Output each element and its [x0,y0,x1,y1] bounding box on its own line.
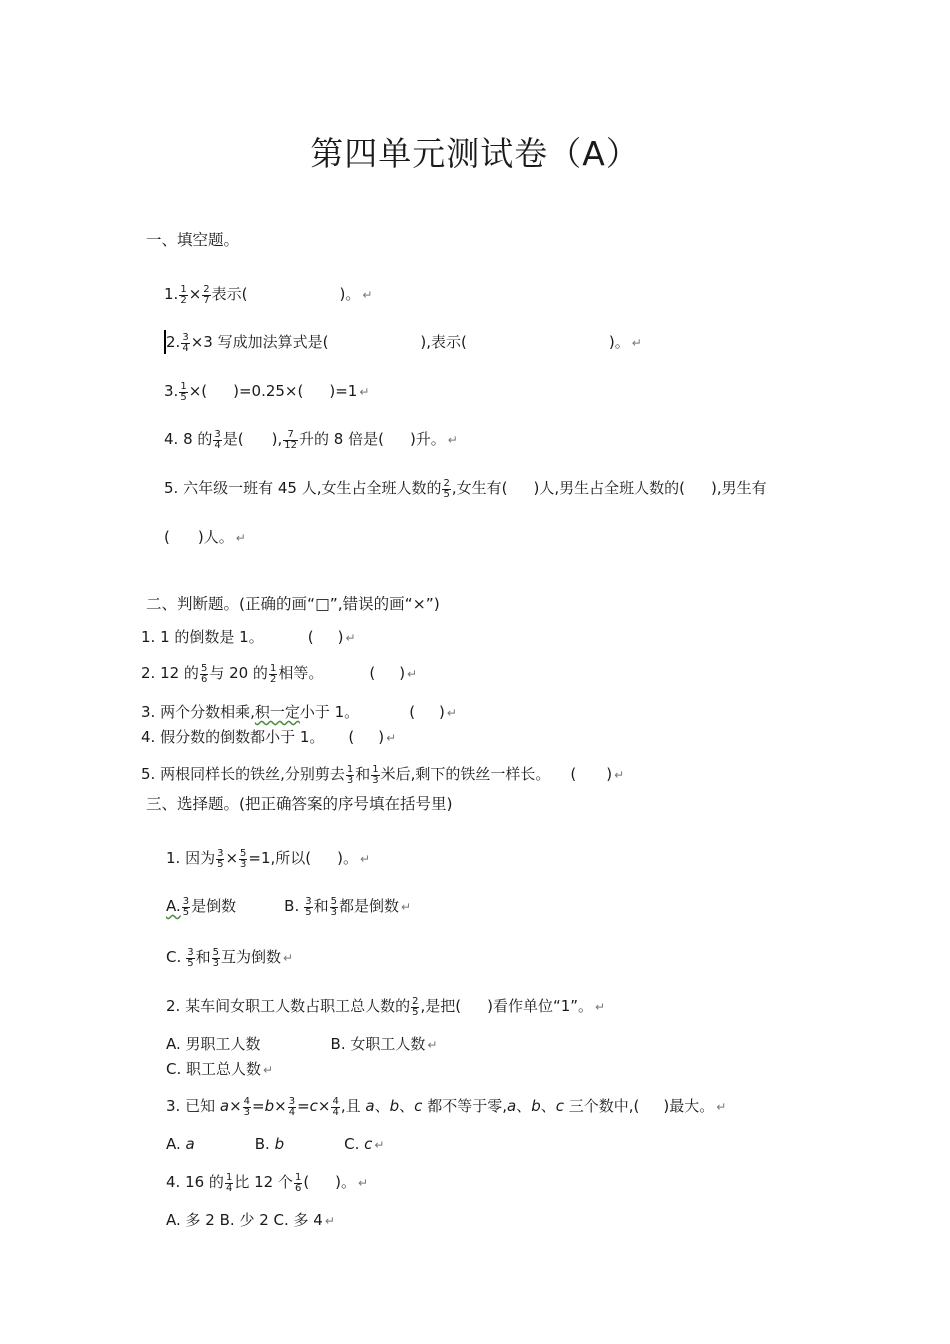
paragraph-mark-icon: ↵ [263,1063,274,1077]
fraction: $\frac{3}{4}$ [182,332,189,354]
section-heading-fill-blank: 一、填空题。 [146,231,240,249]
question-3-3-options: A. a B. b C. c ↵ [166,1135,385,1153]
question-3-1: 1. 因为 $\frac{3}{5}$ × $\frac{5}{3}$ =1,所以( )。 ↵ [166,848,371,870]
page-title: 第四单元测试卷（A） [310,134,640,173]
fraction: $\frac{3}{5}$ [182,896,190,918]
fraction: $\frac{1}{3}$ [372,764,379,786]
fraction: $\frac{3}{4}$ [214,429,221,451]
paragraph-mark-icon: ↵ [362,288,373,302]
paragraph-mark-icon: ↵ [359,385,370,399]
fraction: $\frac{5}{3}$ [212,947,220,969]
question-1-3: 3. $\frac{1}{5}$ ×( )=0.25×( )=1 ↵ [164,381,370,403]
paragraph-mark-icon: ↵ [401,900,412,914]
question-1-5-continued: ( )人。 ↵ [164,528,246,546]
paragraph-mark-icon: ↵ [595,1000,606,1014]
paragraph-mark-icon: ↵ [447,433,458,447]
fraction: $\frac{2}{7}$ [203,284,210,306]
fraction: $\frac{5}{6}$ [200,663,208,685]
fraction: $\frac{1}{5}$ [180,381,187,403]
section-heading-true-false: 二、判断题。(正确的画“□”,错误的画“×”) [146,595,440,613]
paragraph-mark-icon: ↵ [427,1038,438,1052]
fraction: $\frac{4}{4}$ [332,1096,339,1118]
question-2-1: 1. 1 的倒数是 1。 ( ) ↵ [141,628,356,646]
question-3-4: 4. 16 的 $\frac{1}{4}$ 比 12 个 $\frac{1}{6}$ ( )。 ↵ [166,1172,369,1194]
fraction: $\frac{7}{12}$ [284,429,297,451]
fraction: $\frac{5}{3}$ [330,896,337,918]
paragraph-mark-icon: ↵ [283,951,294,965]
paragraph-mark-icon: ↵ [446,706,457,720]
fraction: $\frac{2}{5}$ [443,478,450,500]
section-heading-multiple-choice: 三、选择题。(把正确答案的序号填在括号里) [146,795,453,813]
paragraph-mark-icon: ↵ [374,1138,385,1152]
question-1-1: 1. $\frac{1}{2}$ × $\frac{2}{7}$ 表示( )。 ↵ [164,284,373,306]
paragraph-mark-icon: ↵ [324,1214,335,1228]
question-2-2: 2. 12 的 $\frac{5}{6}$ 与 20 的 $\frac{1}{2}$ 相等。 ( ) ↵ [141,663,418,685]
paragraph-mark-icon: ↵ [716,1100,727,1114]
fraction: $\frac{1}{3}$ [346,764,354,786]
question-3-1-options-a-b: A. $\frac{3}{5}$ 是倒数 B. $\frac{3}{5}$ 和 $\frac{5}{3}$ 都是倒数 ↵ [166,896,412,918]
fraction: $\frac{5}{3}$ [240,848,247,870]
question-3-2: 2. 某车间女职工人数占职工总人数的 $\frac{2}{5}$ ,是把( )看作单位“1”。 ↵ [166,996,606,1018]
paragraph-mark-icon: ↵ [407,667,418,681]
fraction: $\frac{1}{6}$ [294,1172,302,1194]
fraction: $\frac{1}{2}$ [269,663,277,685]
paragraph-mark-icon: ↵ [360,852,371,866]
fraction: $\frac{3}{4}$ [288,1096,296,1118]
fraction: $\frac{1}{2}$ [180,284,187,306]
grammar-underline: 积一定 [254,703,300,721]
question-3-3: 3. 已知 a× $\frac{4}{3}$ =b× $\frac{3}{4}$ =c× $\frac{4}{4}$ ,且 a、b、c 都不等于零,a、b、c 三个数中,( )最大。 ↵ [166,1096,727,1118]
question-3-2-options-a-b: A. 男职工人数 B. 女职工人数 ↵ [166,1035,438,1053]
question-3-2-option-c: C. 职工总人数 ↵ [166,1060,274,1078]
paragraph-mark-icon: ↵ [358,1176,369,1190]
fraction: $\frac{2}{5}$ [412,996,419,1018]
paragraph-mark-icon: ↵ [235,531,246,545]
fraction: $\frac{3}{5}$ [305,896,312,918]
fraction: $\frac{4}{3}$ [243,1096,251,1118]
fraction: $\frac{1}{4}$ [225,1172,233,1194]
question-1-5: 5. 六年级一班有 45 人,女生占全班人数的 $\frac{2}{5}$ ,女生有( )人,男生占全班人数的( ),男生有 [164,478,767,500]
question-1-4: 4. 8 的 $\frac{3}{4}$ 是( ), $\frac{7}{12}$ 升的 8 倍是( )升。 ↵ [164,429,458,451]
question-2-4: 4. 假分数的倒数都小于 1。 ( ) ↵ [141,728,397,746]
paragraph-mark-icon: ↵ [631,336,642,350]
question-3-1-option-c: C. $\frac{3}{5}$ 和 $\frac{5}{3}$ 互为倒数 ↵ [166,947,294,969]
question-2-5: 5. 两根同样长的铁丝,分别剪去 $\frac{1}{3}$ 和 $\frac{1}{3}$ 米后,剩下的铁丝一样长。 ( ) ↵ [141,764,625,786]
paragraph-mark-icon: ↵ [345,631,356,645]
paragraph-mark-icon: ↵ [614,768,625,782]
question-3-4-options: A. 多 2 B. 少 2 C. 多 4 ↵ [166,1211,335,1229]
fraction: $\frac{3}{5}$ [217,848,224,870]
question-2-3: 3. 两个分数相乘,积一定小于 1。 ( ) ↵ [141,703,457,721]
paragraph-mark-icon: ↵ [386,731,397,745]
fraction: $\frac{3}{5}$ [187,947,194,969]
question-1-2: 2. $\frac{3}{4}$ ×3 写成加法算式是( ),表示( )。 ↵ [166,332,642,354]
